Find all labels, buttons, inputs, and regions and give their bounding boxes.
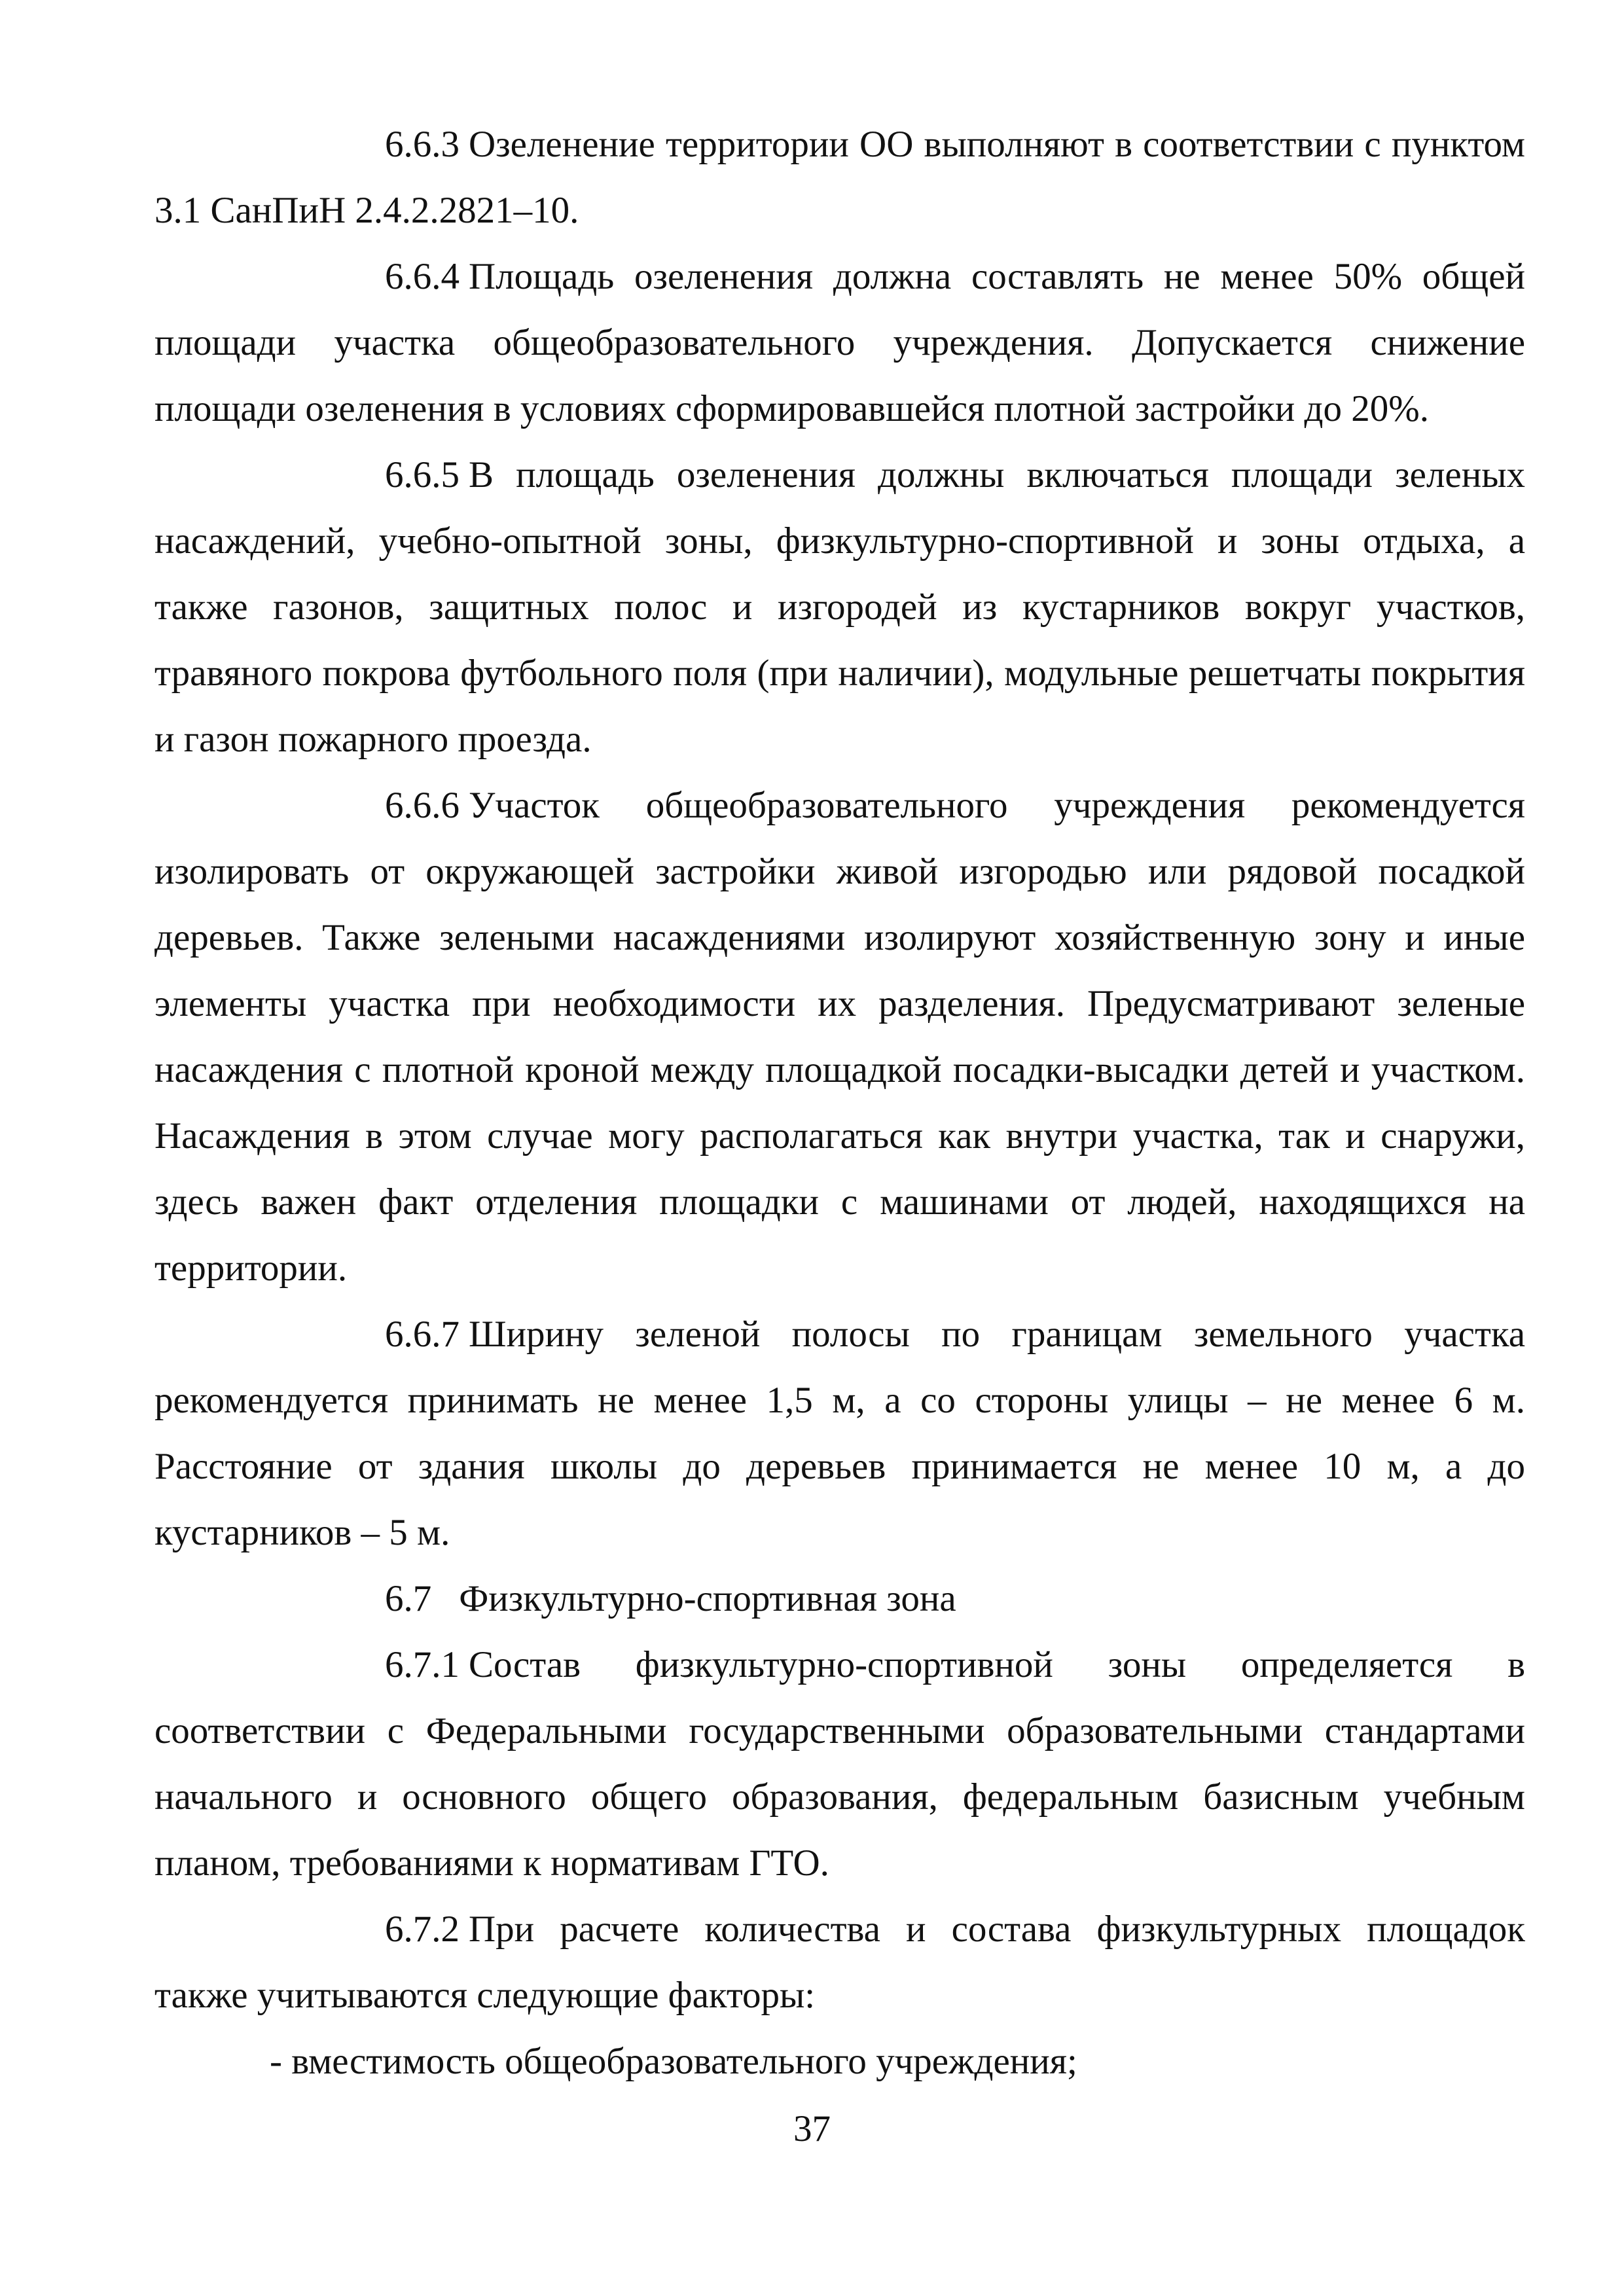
list-item: - вместимость общеобразовательного учреждения; <box>270 2041 1077 2082</box>
document-page <box>154 111 1525 2094</box>
paragraph-6-7-2 <box>154 1896 1525 2028</box>
clause-number: 6.6.6 <box>385 785 460 826</box>
clause-text: При расчете количества и состава физкультурных площадок также учитываются следующие факторы: <box>154 1909 1525 2016</box>
clause-number: 6.6.7 <box>385 1314 460 1355</box>
clause-number: 6.7.2 <box>385 1909 460 1950</box>
clause-text: Ширину зеленой полосы по границам земельного участка рекомендуется принимать не менее 1,5 м, а со стороны улицы – не менее 6 м. Расстояние от здания школы до деревьев принимается не менее 10 м, а до кустарников – 5 м. <box>154 1314 1525 1553</box>
clause-text: Площадь озеленения должна составлять не менее 50% общей площади участка общеобразовательного учреждения. Допускается снижение площади озеленения в условиях сформировавшейся плотной застройки до 20%. <box>154 256 1525 429</box>
paragraph-6-6-4 <box>154 243 1525 442</box>
paragraph-6-6-6 <box>154 772 1525 1301</box>
page-number: 37 <box>793 2108 831 2149</box>
clause-number: 6.6.3 <box>385 124 460 165</box>
clause-text: Участок общеобразовательного учреждения рекомендуется изолировать от окружающей застройки живой изгородью или рядовой посадкой деревьев. Также зелеными насаждениями изолируют хозяйственную зону и иные элементы участка при необходимости их разделения. Предусматривают зеленые насаждения с плотной кроной между площадкой посадки-высадки детей и участком. Насаждения в этом случае могу располагаться как внутри участка, так и снаружи, здесь важен факт отделения площадки с машинами от людей, находящихся на территории. <box>154 785 1525 1289</box>
paragraph-6-6-7 <box>154 1301 1525 1566</box>
clause-text: Состав физкультурно-спортивной зоны определяется в соответствии с Федеральными государственными образовательными стандартами начального и основного общего образования, федеральным базисным учебным планом, требованиями к нормативам ГТО. <box>154 1644 1525 1884</box>
clause-text: Озеленение территории ОО выполняют в соответствии с пунктом 3.1 СанПиН 2.4.2.2821–10. <box>154 124 1525 231</box>
clause-number: 6.6.4 <box>385 256 460 297</box>
clause-number: 6.7.1 <box>385 1644 460 1685</box>
section-heading-6-7 <box>154 1566 1525 1632</box>
section-title: Физкультурно-спортивная зона <box>459 1578 956 1619</box>
paragraph-6-6-5 <box>154 442 1525 772</box>
section-number: 6.7 <box>385 1578 432 1619</box>
clause-text: В площадь озеленения должны включаться площади зеленых насаждений, учебно-опытной зоны, физкультурно-спортивной и зоны отдыха, а также газонов, защитных полос и изгородей из кустарников вокруг участков, травяного покрова футбольного поля (при наличии), модульные решетчаты покрытия и газон пожарного проезда. <box>154 454 1525 760</box>
paragraph-6-7-1 <box>154 1632 1525 1896</box>
paragraph-6-6-3 <box>154 111 1525 243</box>
clause-number: 6.6.5 <box>385 454 460 495</box>
